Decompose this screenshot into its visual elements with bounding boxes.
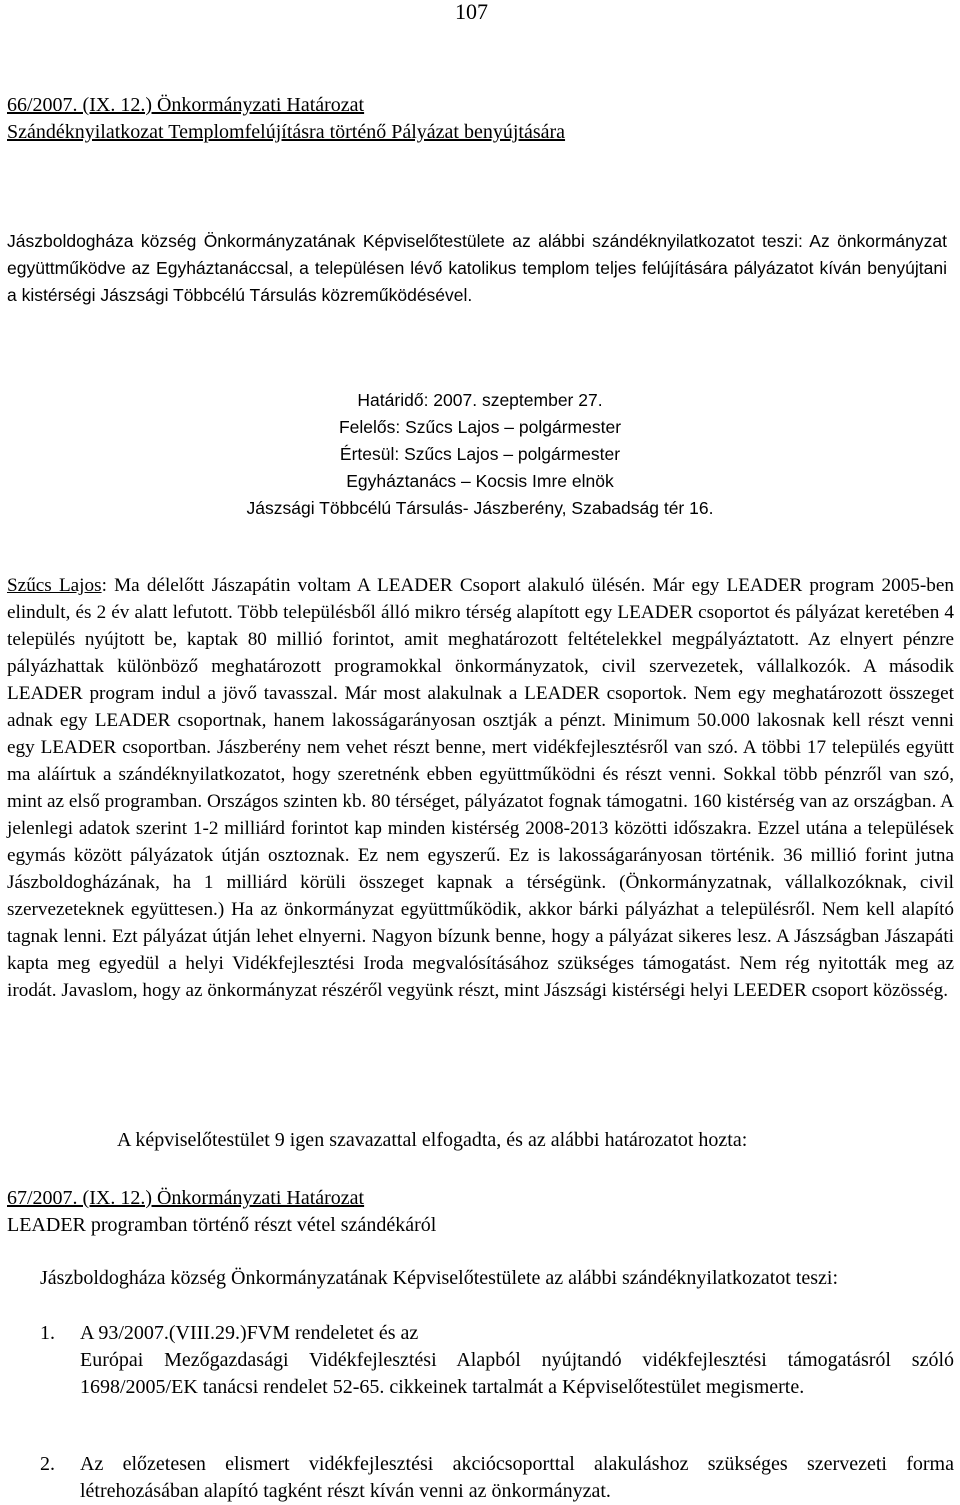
deadline: Határidő: 2007. szeptember 27. xyxy=(357,390,603,410)
page-number: 107 xyxy=(455,0,488,24)
resolution-67-heading xyxy=(7,1185,907,1239)
list-item xyxy=(40,1451,954,1505)
list-body xyxy=(80,1320,954,1401)
resolution-66-body-text: Jászboldogháza község Önkormányzatának Képviselőtestülete az alábbi szándéknyilatkozatot teszi: Az önkormányzat együttműködve az Egyháztanáccsal, a településen lévő katolikus templom teljes felújítására pályázatot kíván benyújtani a kistérségi Jászsági Többcélú Társulás közreműködésével. xyxy=(7,231,947,305)
notified-2: Egyháztanács – Kocsis Imre elnök xyxy=(346,471,614,491)
discussion-text: : Ma délelőtt Jászapátin voltam A LEADER Csoport alakuló ülésén. Már egy LEADER program 2005-ben elindult, és 2 év alatt lefutott. Több településből álló mikro térség alapított egy LEADER csoportot és pályázat keretében 4 település nyújtott be, kaptak 80 millió forintot, amit meghatározott feltételekkel megpályáztatott. Az elnyert pénzre pályázhattak különböző meghatározott programokkal önkormányzatok, civil szervezetek, vállalkozók. A második LEADER program indul a jövő tavasszal. Már most alakulnak a LEADER csoportok. Nem egy meghatározott összeget adnak egy LEADER csoportnak, hanem lakosságarányosan osztják a pénzt. Minimum 50.000 lakosnak kell részt venni egy LEADER csoportban. Jászberény nem vehet részt benne, mert vidékfejlesztésről van szó. A többi 17 település együtt ma aláírtuk a szándéknyilatkozatot, hogy szeretnénk ebben együttműködni és részt venni. Sokkal több pénzről van szó, mint az első programban. Országos szinten kb. 80 térséget, pályázatot fognak támogatni. 160 kistérség van az országban. A jelenlegi adatok szerint 1-2 milliárd forintot kap minden kistérség 2008-2013 közötti időszakra. Ezzel utána a települések egymás között pályázatok útján osztoznak. Ez nem egyszerű. Ez is lakosságarányosan történik. 36 millió forint jutna Jászboldogházának, ha 1 milliárd körüli összeget kapnak a térségünk. (Önkormányzatnak, vállalkozóknak, civil szervezeteknek együttesen.) Ha az önkormányzat együttműködik, akkor bárki pályázhat a településről. Nem kell alapító tagnak lenni. Ezt pályázat útján lehet elnyerni. Nagyon bízunk benne, hogy a pályázat sikeres lesz. A Jászságban Jászapáti kapta meg egyedül a helyi Vidékfejlesztési Iroda megvalósításához szükséges támogatást. Nem rég nyitották meg az irodát. Javaslom, hogy az önkormányzat részéről vegyünk részt, mint Jászsági kistérségi helyi LEEDER csoport közösség. xyxy=(7,575,954,1001)
list-body: Az előzetesen elismert vidékfejlesztési akciócsoporttal alakuláshoz szükséges szervezeti forma létrehozásában alapító tagként részt kíván venni az önkormányzat. xyxy=(80,1453,954,1502)
responsible: Felelős: Szűcs Lajos – polgármester xyxy=(338,417,622,437)
resolution-66-body xyxy=(7,228,947,309)
resolution-66-heading xyxy=(7,92,907,146)
speaker-name: Szűcs Lajos xyxy=(7,575,102,596)
resolution-67-intro: Jászboldogháza község Önkormányzatának Képviselőtestülete az alábbi szándéknyilatkozatot teszi: xyxy=(40,1267,839,1289)
list-item xyxy=(40,1320,954,1430)
vote-statement: A képviselőtestület 9 igen szavazattal elfogadta, és az alábbi határozatot hozta: xyxy=(117,1129,748,1151)
list-number: 2. xyxy=(40,1453,55,1475)
list-rest: Európai Mezőgazdasági Vidékfejlesztési Alapból nyújtandó vidékfejlesztési támogatásról szóló 1698/2005/EK tanácsi rendelet 52-65. cikkeinek tartalmát a Képviselőtestület megismerte. xyxy=(80,1349,954,1398)
resolution-67-subject: LEADER programban történő részt vétel szándékáról xyxy=(7,1214,437,1236)
notified-3: Jászsági Többcélú Társulás- Jászberény, Szabadság tér 16. xyxy=(246,498,714,518)
notified: Értesül: Szűcs Lajos – polgármester xyxy=(339,444,621,464)
resolution-66-subject: Szándéknyilatkozat Templomfelújításra történő Pályázat benyújtására xyxy=(7,121,566,143)
list-number: 1. xyxy=(40,1322,55,1344)
list-line-1: A 93/2007.(VIII.29.)FVM rendeletet és az xyxy=(80,1322,419,1344)
resolution-66-title: 66/2007. (IX. 12.) Önkormányzati Határozat xyxy=(7,94,365,116)
resolution-67-title: 67/2007. (IX. 12.) Önkormányzati Határozat xyxy=(7,1187,365,1209)
resolution-66-meta xyxy=(0,387,960,522)
discussion-paragraph xyxy=(7,572,954,1004)
